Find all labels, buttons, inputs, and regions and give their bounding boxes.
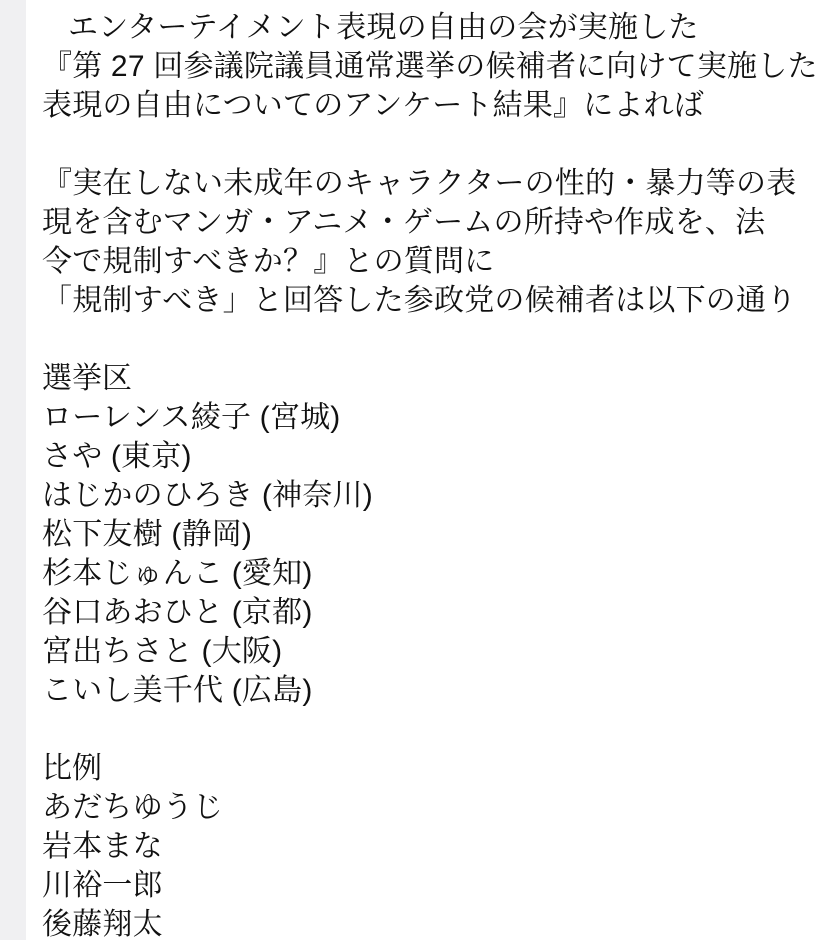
question-line-3: 令で規制すべきか？』との質問に: [42, 245, 495, 278]
list-item: 谷口あおひと (京都): [42, 596, 313, 629]
list-item: こいし美千代 (広島): [42, 674, 313, 707]
spacer-2: [42, 320, 826, 359]
list-item: 杉本じゅんこ (愛知): [42, 557, 313, 590]
list-item: はじかのひろき (神奈川): [42, 479, 373, 512]
question-line-4: 「規制すべき」と回答した参政党の候補者は以下の通り: [42, 284, 797, 317]
list-item: 川裕一郎: [42, 869, 163, 902]
intro-line-2: 『第 27 回参議院議員通常選挙の候補者に向けて実施した: [42, 50, 818, 83]
section-heading-proportional: 比例: [42, 752, 102, 785]
list-item: さや (東京): [42, 440, 192, 473]
list-item: 宮出ちさと (大阪): [42, 635, 283, 668]
question-line-1: 『実在しない未成年のキャラクターの性的・暴力等の表: [42, 167, 797, 200]
left-gutter: [0, 0, 26, 940]
question-line-2: 現を含むマンガ・アニメ・ゲームの所持や作成を、法: [42, 206, 766, 239]
spacer-1: [42, 125, 826, 164]
intro-line-1: エンターテイメント表現の自由の会が実施した: [68, 11, 699, 44]
spacer-3: [42, 710, 826, 749]
intro-line-3: 表現の自由についてのアンケート結果』によれば: [42, 89, 704, 122]
section-heading-district: 選挙区: [42, 362, 132, 395]
list-item: 後藤翔太: [42, 908, 163, 941]
document-content: [26, 0, 840, 940]
list-item: 松下友樹 (静岡): [42, 518, 253, 551]
list-item: ローレンス綾子 (宮城): [42, 401, 341, 434]
list-item: 岩本まな: [42, 830, 163, 863]
list-item: あだちゆうじ: [42, 791, 224, 824]
